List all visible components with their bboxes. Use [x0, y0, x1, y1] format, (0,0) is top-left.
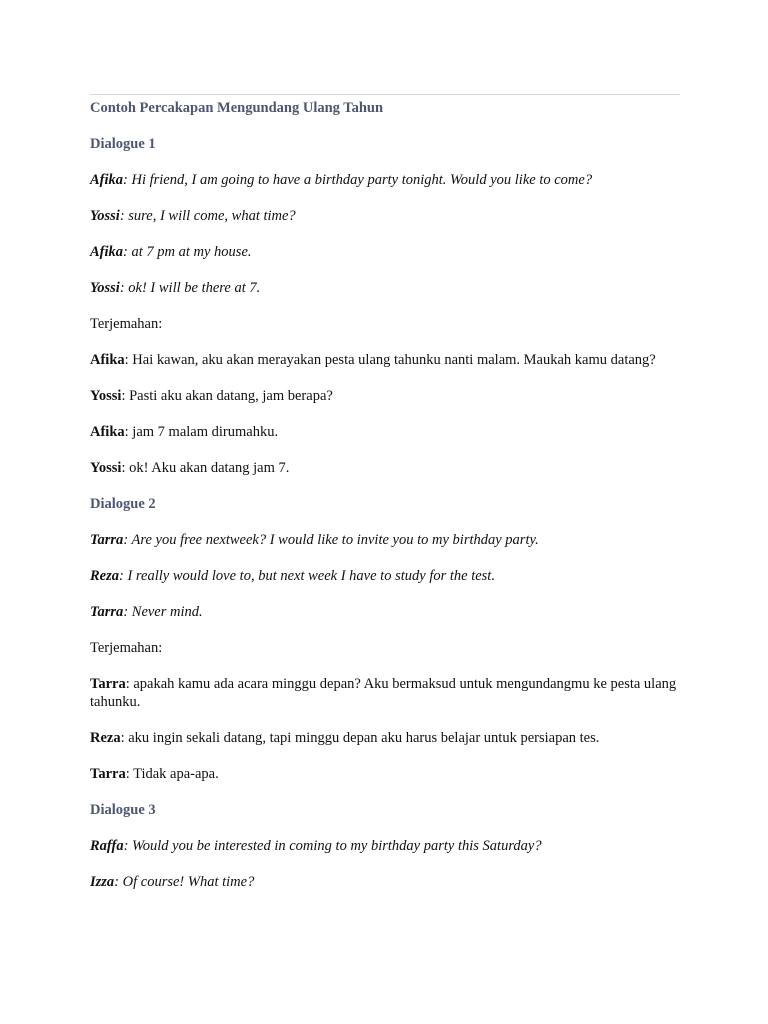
dialogue-line [90, 567, 680, 585]
speaker-name: Tarra [90, 676, 126, 692]
line-text: : Hai kawan, aku akan merayakan pesta ulang tahunku nanti malam. Maukah kamu datang? [124, 352, 656, 368]
line-text: : jam 7 malam dirumahku. [124, 424, 279, 440]
speaker-name: Yossi [90, 280, 120, 296]
line-text: : Tidak apa-apa. [125, 766, 219, 782]
translation-line [90, 765, 680, 783]
translation-line [90, 351, 680, 369]
dialogue-3-heading: Dialogue 3 [90, 802, 156, 818]
line-text: : Never mind. [123, 604, 203, 620]
line-text: : Would you be interested in coming to my birthday party this Saturday? [123, 838, 542, 854]
speaker-name: Afika [90, 352, 125, 368]
speaker-name: Afika [90, 244, 124, 260]
speaker-name: Reza [90, 568, 119, 584]
line-text: : Of course! What time? [114, 874, 255, 890]
dialogue-line [90, 171, 680, 189]
document-page [90, 99, 680, 909]
dialogue-line [90, 243, 680, 261]
document-title: Contoh Percakapan Mengundang Ulang Tahun [90, 100, 384, 116]
dialogue-line [90, 603, 680, 621]
translation-line [90, 387, 680, 405]
line-text: : Hi friend, I am going to have a birthday party tonight. Would you like to come? [123, 172, 593, 188]
speaker-name: Yossi [90, 388, 122, 404]
line-text: : ok! Aku akan datang jam 7. [121, 460, 290, 476]
translation-line [90, 729, 680, 747]
dialogue-line [90, 531, 680, 549]
translation-label: Terjemahan: [90, 640, 163, 656]
line-text: : ok! I will be there at 7. [119, 280, 261, 296]
speaker-name: Afika [90, 424, 125, 440]
line-text: : apakah kamu ada acara minggu depan? Aku bermaksud untuk mengundangmu ke pesta ulang tahunku. [90, 676, 677, 710]
speaker-name: Raffa [90, 838, 124, 854]
line-text: : sure, I will come, what time? [119, 208, 296, 224]
speaker-name: Afika [90, 172, 124, 188]
line-text: : I really would love to, but next week I have to study for the test. [119, 568, 495, 584]
top-divider [90, 94, 680, 95]
speaker-name: Tarra [90, 532, 124, 548]
line-text: : at 7 pm at my house. [123, 244, 252, 260]
dialogue-1-heading: Dialogue 1 [90, 136, 156, 152]
dialogue-line [90, 873, 680, 891]
line-text: : Are you free nextweek? I would like to invite you to my birthday party. [123, 532, 539, 548]
translation-label: Terjemahan: [90, 316, 163, 332]
line-text: : Pasti aku akan datang, jam berapa? [121, 388, 333, 404]
speaker-name: Tarra [90, 604, 124, 620]
speaker-name: Tarra [90, 766, 126, 782]
speaker-name: Yossi [90, 208, 120, 224]
translation-line [90, 459, 680, 477]
dialogue-line [90, 279, 680, 297]
dialogue-line [90, 837, 680, 855]
translation-line [90, 423, 680, 441]
dialogue-line [90, 207, 680, 225]
speaker-name: Reza [90, 730, 121, 746]
line-text: : aku ingin sekali datang, tapi minggu depan aku harus belajar untuk persiapan tes. [120, 730, 600, 746]
dialogue-2-heading: Dialogue 2 [90, 496, 156, 512]
translation-line [90, 675, 680, 711]
speaker-name: Yossi [90, 460, 122, 476]
speaker-name: Izza [90, 874, 115, 890]
